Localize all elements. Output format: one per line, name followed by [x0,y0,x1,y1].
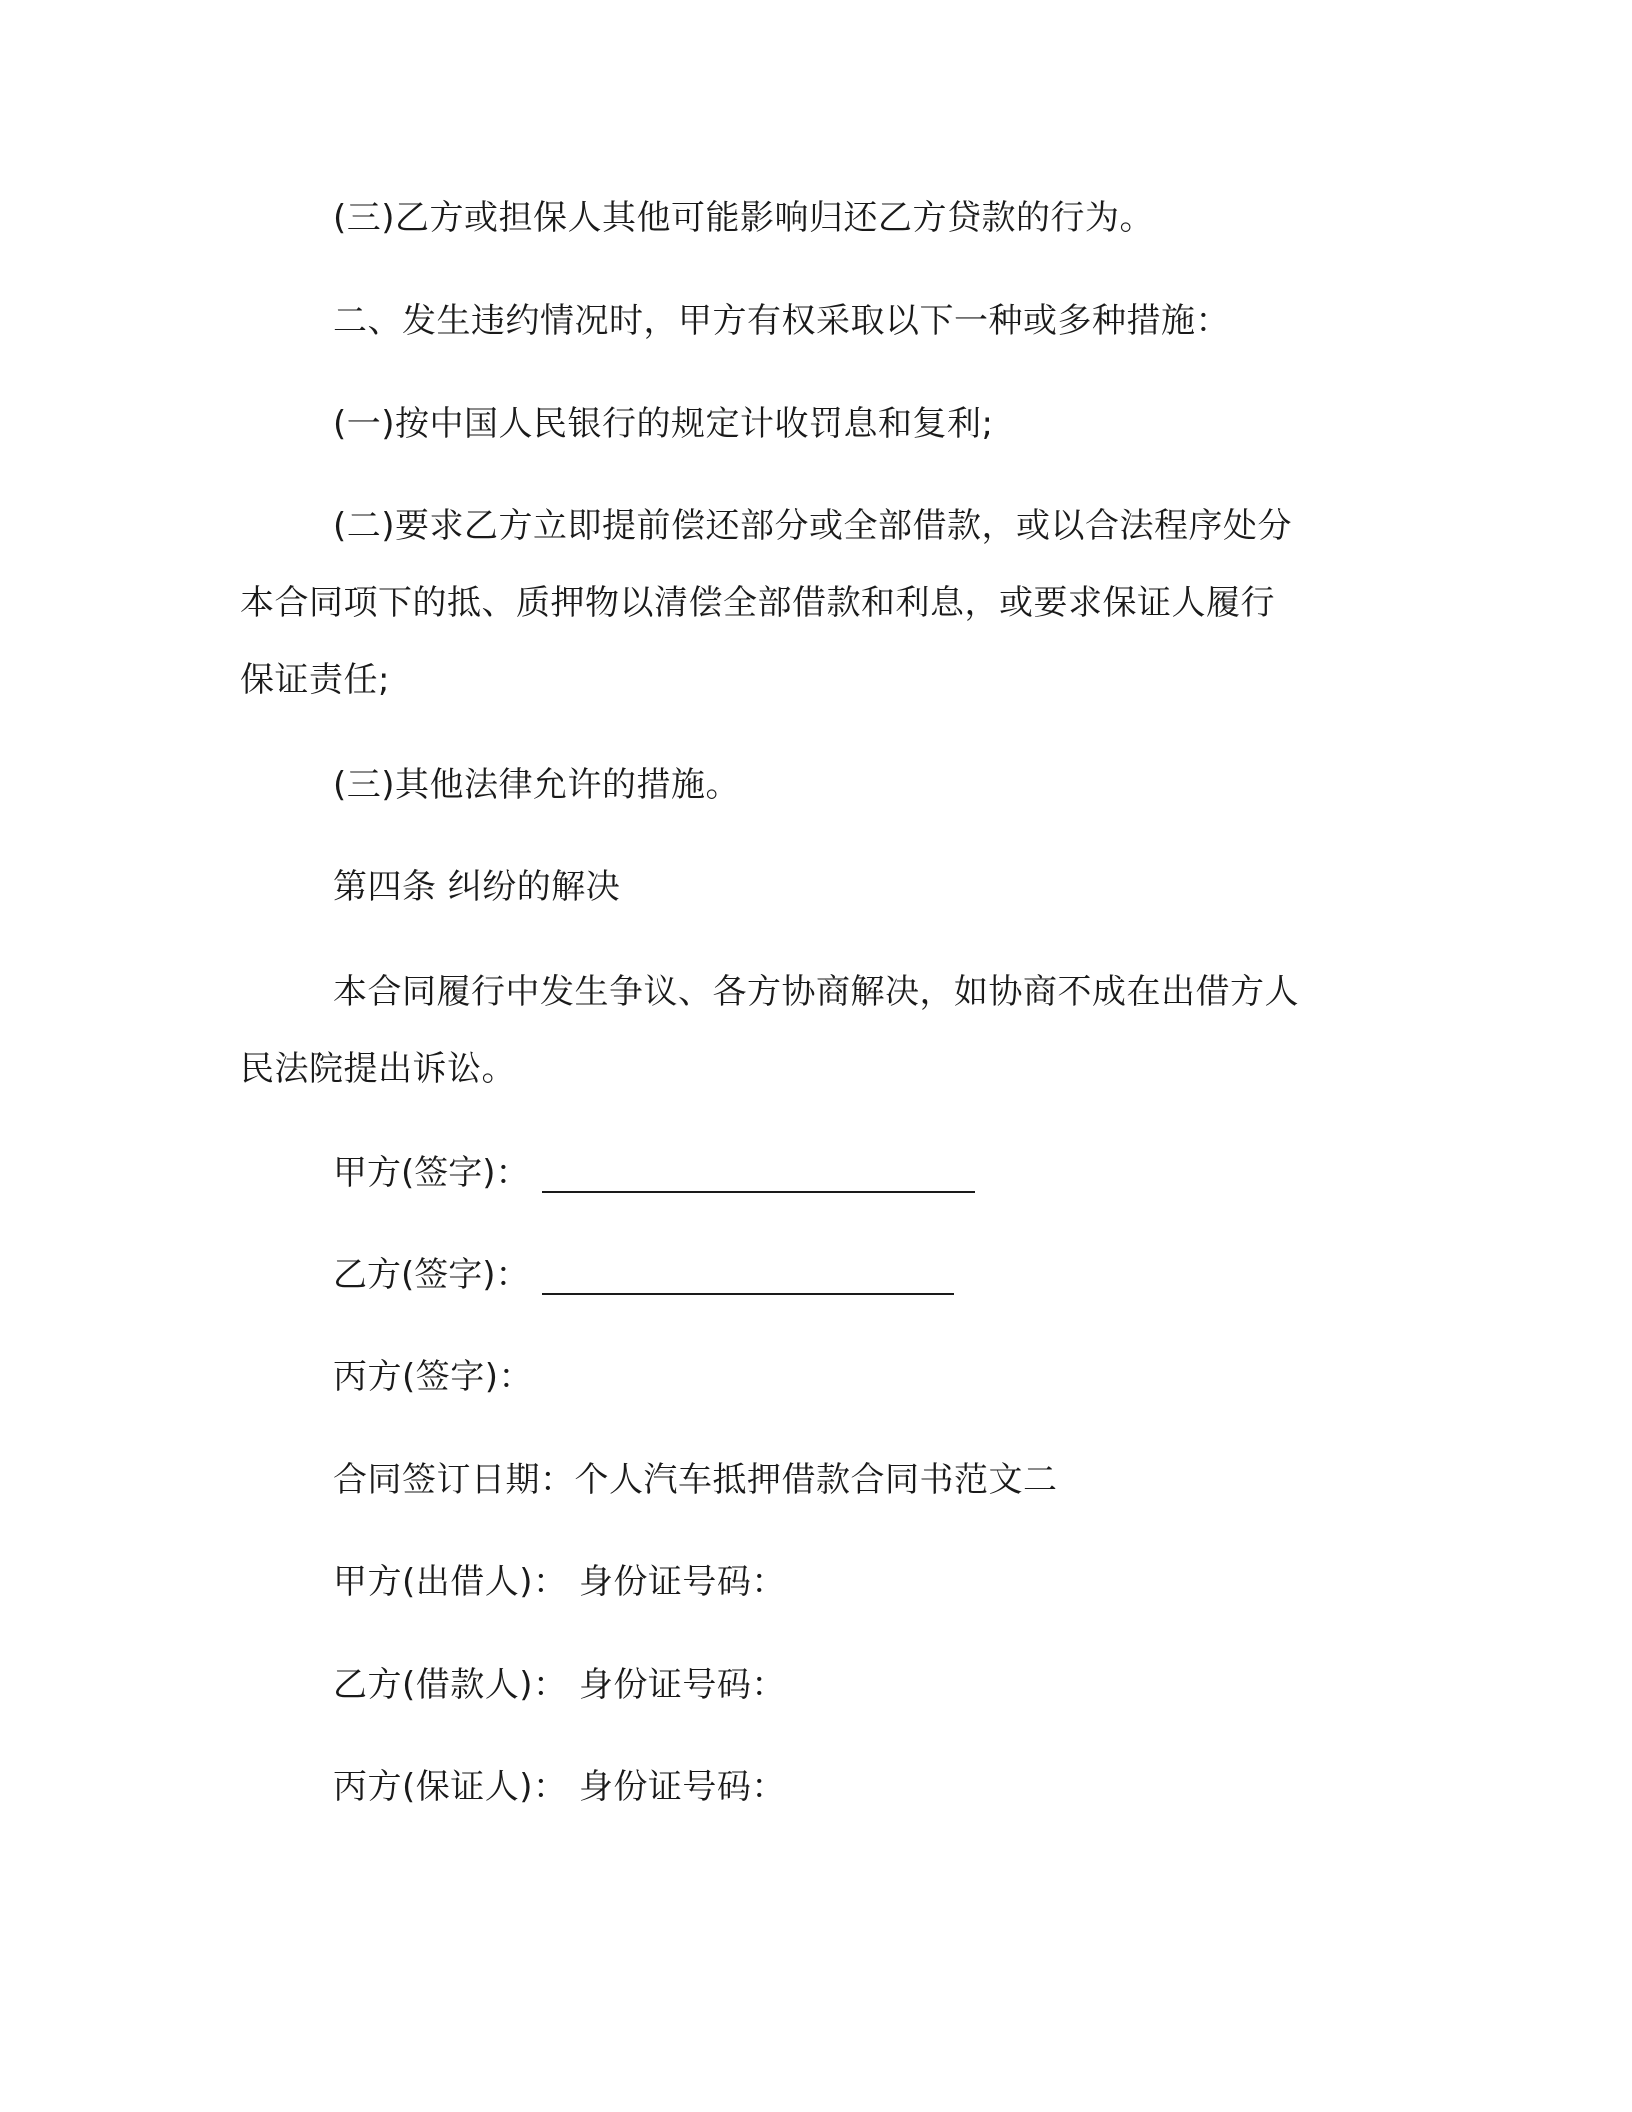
party-b-signature-row [333,1255,954,1295]
party-a-signature-row [333,1153,975,1193]
measure-item-1: (一)按中国人民银行的规定计收罚息和复利; [333,404,994,444]
article-4-heading: 第四条 纠纷的解决 [333,867,621,907]
dispute-text-line2: 民法院提出诉讼。 [240,1049,516,1089]
guarantor-id-line: 丙方(保证人)： 身份证号码： [333,1767,786,1807]
party-a-signature-line [542,1159,975,1193]
dispute-text-line1: 本合同履行中发生争议、各方协商解决，如协商不成在出借方人 [333,972,1299,1012]
party-b-signature-line [542,1261,954,1295]
party-a-signature-label: 甲方(签字)： [333,1153,530,1193]
party-b-signature-label: 乙方(签字)： [333,1255,530,1295]
measure-item-3: (三)其他法律允许的措施。 [333,765,741,805]
clause-heading-2: 二、发生违约情况时，甲方有权采取以下一种或多种措施： [333,301,1230,341]
measure-item-2-line1: (二)要求乙方立即提前偿还部分或全部借款，或以合法程序处分 [333,506,1293,546]
measure-item-2-line3: 保证责任; [240,660,390,700]
lender-id-line: 甲方(出借人)： 身份证号码： [333,1562,786,1602]
party-c-signature-label: 丙方(签字)： [333,1357,534,1397]
measure-item-2-line2: 本合同项下的抵、质押物以清偿全部借款和利息，或要求保证人履行 [240,583,1275,623]
borrower-id-line: 乙方(借款人)： 身份证号码： [333,1665,786,1705]
clause-item-3: (三)乙方或担保人其他可能影响归还乙方贷款的行为。 [333,198,1155,238]
signing-date-line: 合同签订日期：个人汽车抵押借款合同书范文二 [333,1460,1058,1500]
